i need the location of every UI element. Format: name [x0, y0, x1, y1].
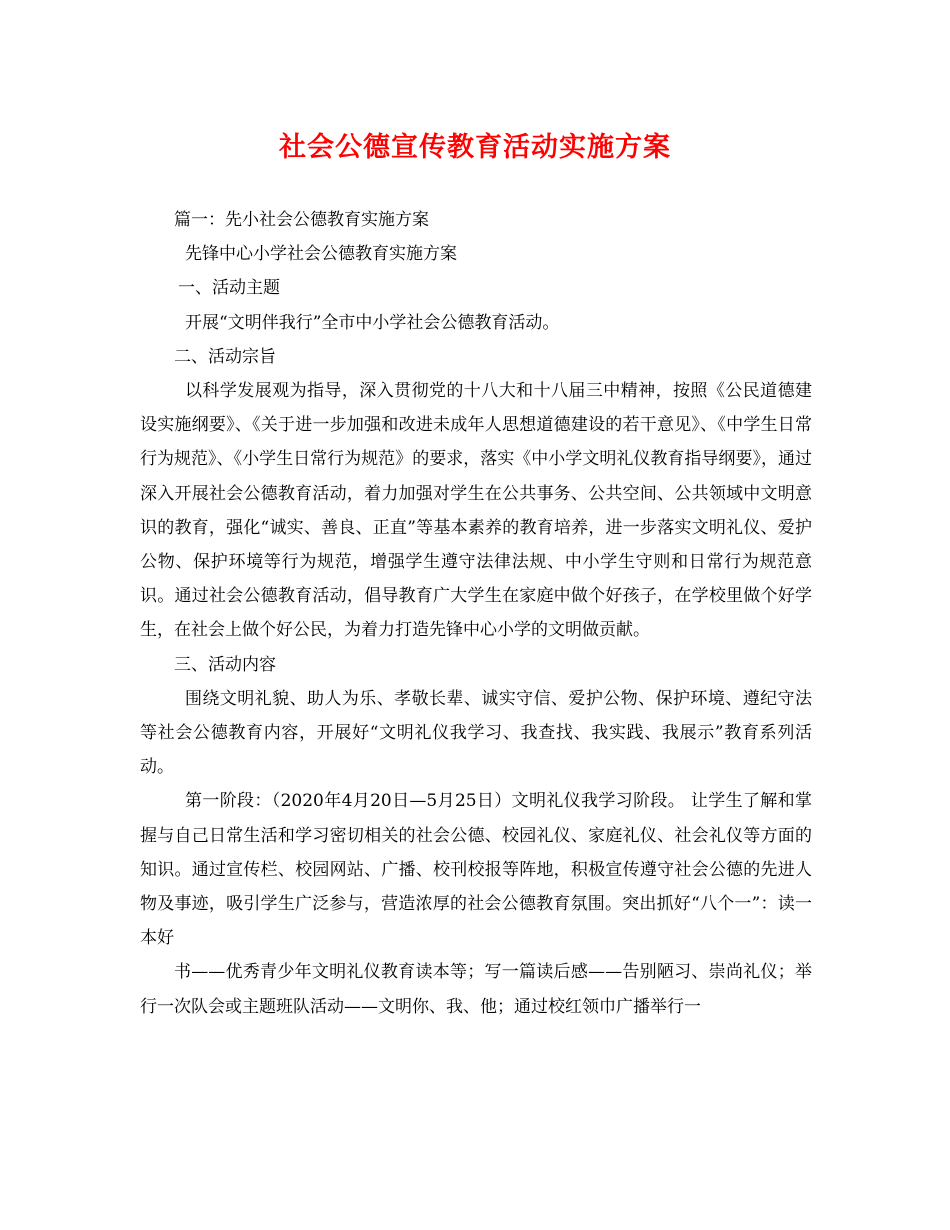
- paragraph-phase-one-continued: 书——优秀青少年文明礼仪教育读本等；写一篇读后感——告别陋习、崇尚礼仪；举行一次队会或主题班队活动——文明你、我、他；通过校红领巾广播举行一: [140, 962, 812, 1017]
- document-body: [140, 203, 812, 1024]
- paragraph-theme: 开展“文明伴我行”全市中小学社会公德教育活动。: [185, 312, 560, 333]
- paragraph-article-heading: 篇一：先小社会公德教育实施方案: [174, 210, 429, 230]
- paragraph-phase-one: 第一阶段：（2020年4月20日—5月25日）文明礼仪我学习阶段。 让学生了解和掌握与自己日常生活和学习密切相关的社会公德、校园礼仪、家庭礼仪、社会礼仪等方面的知识。通过宣传栏、校园网站、广播、校刊校报等阵地，积极宣传遵守社会公德的先进人物及事迹，吸引学生广泛参与，营造浓厚的社会公德教育氛围。突出抓好“八个一”：读一本好: [140, 791, 812, 949]
- section-heading-purpose: 二、活动宗旨: [174, 346, 276, 367]
- document-title: 社会公德宣传教育活动实施方案: [279, 132, 671, 163]
- section-heading-theme: 一、活动主题: [178, 278, 280, 299]
- paragraph-plan-name: 先锋中心小学社会公德教育实施方案: [185, 244, 457, 265]
- paragraph-purpose: 以科学发展观为指导，深入贯彻党的十八大和十八届三中精神，按照《公民道德建设实施纲要》、《关于进一步加强和改进未成年人思想道德建设的若干意见》、《中学生日常行为规范》、《小学生日常行为规范》的要求，落实《中小学文明礼仪教育指导纲要》，通过深入开展社会公德教育活动，着力加强对学生在公共事务、公共空间、公共领域中文明意识的教育，强化“诚实、善良、正直”等基本素养的教育培养，进一步落实文明礼仪、爱护公物、保护环境等行为规范，增强学生遵守法律法规、中小学生守则和日常行为规范意识。通过社会公德教育活动，倡导教育广大学生在家庭中做个好孩子，在学校里做个好学生，在社会上做个好公民，为着力打造先锋中心小学的文明做贡献。: [140, 381, 812, 641]
- paragraph-content: 围绕文明礼貌、助人为乐、孝敬长辈、诚实守信、爱护公物、保护环境、遵纪守法等社会公德教育内容，开展好“文明礼仪我学习、我查找、我实践、我展示”教育系列活动。: [140, 688, 812, 778]
- section-heading-content: 三、活动内容: [174, 654, 276, 675]
